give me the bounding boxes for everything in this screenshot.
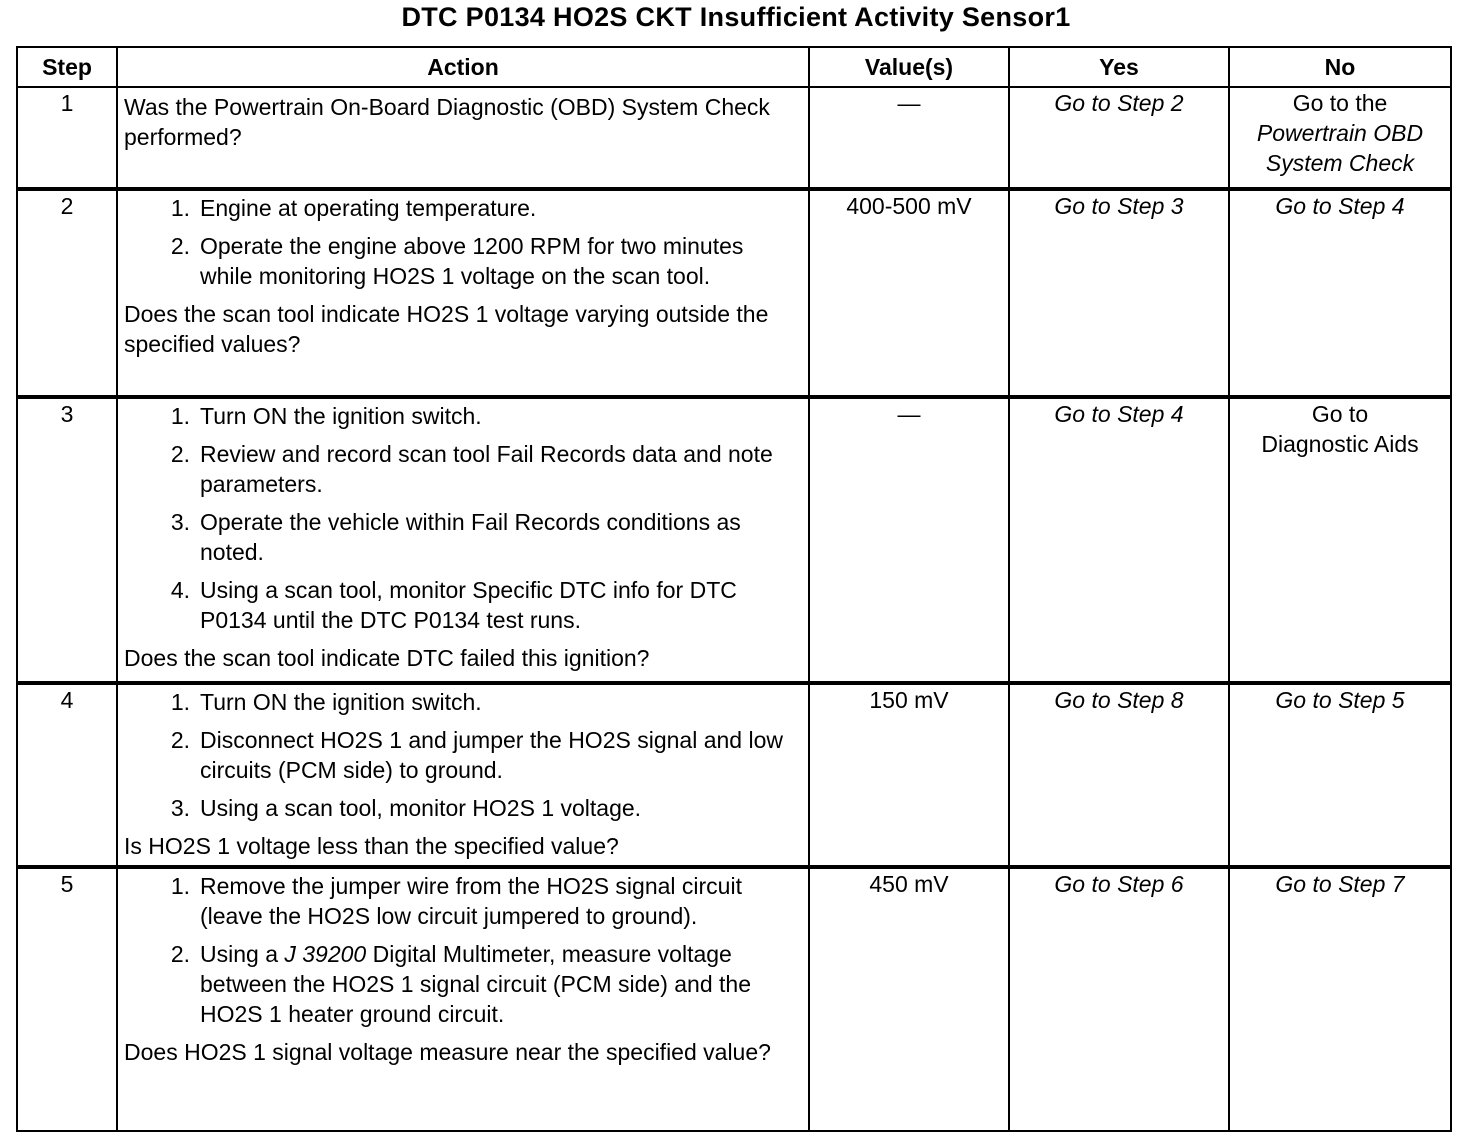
action-step: 1. Turn ON the ignition switch. [170,689,482,715]
action-step: 1. Turn ON the ignition switch. [170,403,482,429]
step-number: 4 [17,683,117,867]
no-cell: Go to Step 5 [1229,683,1451,867]
action-step: 3. Operate the vehicle within Fail Records conditions as noted. [170,509,741,565]
no-cell [1229,87,1451,189]
yes-cell: Go to Step 8 [1009,683,1229,867]
step-number: 5 [17,867,117,1131]
header-yes: Yes [1009,47,1229,87]
value-cell: 450 mV [809,867,1009,1131]
action-steps [124,401,802,635]
action-cell [117,87,809,189]
table-header-row [17,47,1451,87]
action-step: 2. Disconnect HO2S 1 and jumper the HO2S signal and low circuits (PCM side) to ground. [170,727,783,783]
action-question: Is HO2S 1 voltage less than the specified value? [124,833,619,859]
no-link: Powertrain OBD System Check [1256,120,1424,176]
no-link: Diagnostic Aids [1261,431,1419,457]
action-step: 3. Using a scan tool, monitor HO2S 1 voltage. [170,795,642,821]
header-step: Step [17,47,117,87]
action-cell [117,867,809,1131]
diagnostic-table [16,46,1452,1132]
value-cell: — [809,397,1009,683]
no-text: Go to the [1292,90,1388,116]
table-row [17,189,1451,397]
yes-cell: Go to Step 3 [1009,189,1229,397]
no-cell: Go to Step 4 [1229,189,1451,397]
no-text: Go to [1311,401,1369,427]
step-number: 3 [17,397,117,683]
header-no: No [1229,47,1451,87]
yes-cell: Go to Step 6 [1009,867,1229,1131]
value-cell: 150 mV [809,683,1009,867]
yes-cell: Go to Step 2 [1009,87,1229,189]
action-step: 2. Review and record scan tool Fail Records data and note parameters. [170,441,773,497]
action-steps [124,193,802,291]
table-row [17,87,1451,189]
action-question: Does the scan tool indicate HO2S 1 voltage varying outside the specified values? [124,301,769,357]
table-row [17,867,1451,1131]
table-row [17,683,1451,867]
action-question: Does HO2S 1 signal voltage measure near the specified value? [124,1039,771,1065]
action-steps [124,687,802,823]
action-step: 1. Engine at operating temperature. [170,195,537,221]
action-cell [117,189,809,397]
header-values: Value(s) [809,47,1009,87]
action-text: Was the Powertrain On-Board Diagnostic (OBD) System Check performed? [124,94,770,150]
tool-reference: J 39200 [284,941,367,967]
step-number: 2 [17,189,117,397]
no-cell: Go to Step 7 [1229,867,1451,1131]
yes-cell: Go to Step 4 [1009,397,1229,683]
page-title: DTC P0134 HO2S CKT Insufficient Activity Sensor1 [401,2,1071,32]
action-step: 2. Using a J 39200 Digital Multimeter, measure voltage between the HO2S 1 signal circuit (PCM side) and the HO2S 1 heater ground circuit. [170,941,751,1027]
step-number: 1 [17,87,117,189]
action-cell [117,683,809,867]
action-step: 2. Operate the engine above 1200 RPM for two minutes while monitoring HO2S 1 voltage on the scan tool. [170,233,744,289]
action-steps [124,871,802,1029]
value-cell: 400-500 mV [809,189,1009,397]
header-action: Action [117,47,809,87]
table-row [17,397,1451,683]
value-cell: — [809,87,1009,189]
action-question: Does the scan tool indicate DTC failed this ignition? [124,645,650,671]
action-step: 4. Using a scan tool, monitor Specific DTC info for DTC P0134 until the DTC P0134 test runs. [170,577,737,633]
action-step: 1. Remove the jumper wire from the HO2S signal circuit (leave the HO2S low circuit jumpered to ground). [170,873,742,929]
action-cell [117,397,809,683]
no-cell [1229,397,1451,683]
